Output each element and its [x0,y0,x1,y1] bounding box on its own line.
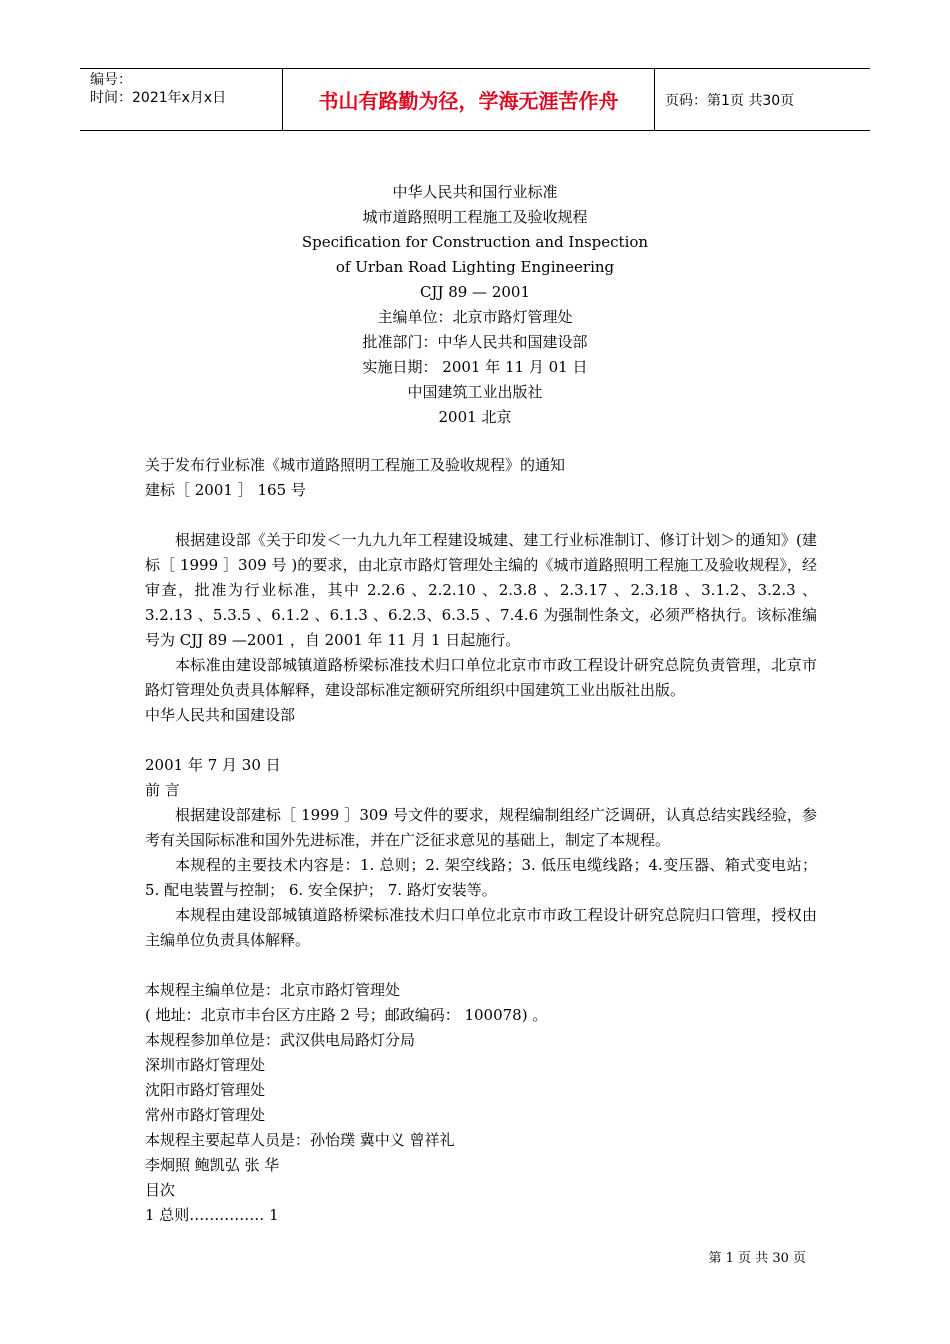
notice-date: 2001 年 7 月 30 日 [145,756,281,774]
standard-code: CJJ 89 — 2001 [419,283,531,301]
chief-editor-unit: 主编单位：北京市路灯管理处 [377,308,573,326]
participating-unit: 深圳市路灯管理处 [145,1056,266,1074]
time-label: 时间：2021年x月x日 [90,90,227,106]
title-en-1: Specification for Construction and Inspection [301,233,649,251]
notice-code: 建标［ 2001 ］ 165 号 [145,481,306,499]
drafters-continued: 李炯照 鲍凯弘 张 华 [145,1156,280,1174]
page-header [80,68,870,131]
preface-paragraph-2: 本规程的主要技术内容是：1. 总则；2. 架空线路；3. 低压电缆线路；4.变压器、箱式变电站； 5. 配电装置与控制； 6. 安全保护； 7. 路灯安装等。 [145,856,817,899]
participating-unit: 沈阳市路灯管理处 [145,1081,266,1099]
approval-dept: 批准部门：中华人民共和国建设部 [362,333,588,351]
participating-units: 本规程参加单位是：武汉供电局路灯分局 [145,1031,416,1049]
number-label: 编号： [90,72,132,88]
preface-paragraph-1: 根据建设部建标［ 1999 ］309 号文件的要求，规程编制组经广泛调研，认真总结实践经验，参考有关国际标准和国外先进标准，并在广泛征求意见的基础上，制定了本规程。 [145,806,817,849]
title-en-2: of Urban Road Lighting Engineering [335,258,615,276]
participating-unit: 常州市路灯管理处 [145,1106,266,1124]
publish-place-year: 2001 北京 [438,408,512,426]
publisher: 中国建筑工业出版社 [407,383,543,401]
notice-paragraph-1: 根据建设部《关于印发＜一九九九年工程建设城建、建工行业标准制订、修订计划＞的通知》(建标［ 1999 ］309 号 )的要求，由北京市路灯管理处主编的《城市道路照明工程施工及验收规程》，经审查，批准为行业标准，其中 2.2.6 、2.2.10 、2.3.8 、2.3.17 、2.3.18 、3.1.2、3.2.3 、3.2.13 、5.3.5 、6.1.2 、6.1.3 、6.2.3、6.3.5 、7.4.6 为强制性条文，必须严格执行。该标准编号为 CJJ 89 —2001 ，自 2001 年 11 月 1 日起施行。 [145,531,817,649]
header-meta-cell [80,69,282,130]
notice-paragraph-2: 本标准由建设部城镇道路桥梁标准技术归口单位北京市市政工程设计研究总院负责管理，北京市路灯管理处负责具体解释，建设部标准定额研究所组织中国建筑工业出版社出版。 [145,656,817,699]
title-cn: 城市道路照明工程施工及验收规程 [362,208,588,226]
motto: 书山有路勤为径，学海无涯苦作舟 [282,69,655,130]
preface-heading: 前 言 [145,781,180,799]
toc-heading: 目次 [145,1181,176,1199]
document-body [145,453,817,1228]
page-footer: 第 1 页 共 30 页 [708,1251,806,1266]
chief-unit-address: ( 地址：北京市丰台区方庄路 2 号；邮政编码： 100078) 。 [145,1006,548,1024]
title-standard: 中华人民共和国行业标准 [392,183,558,201]
header-page-label: 页码：第1页 共30页 [665,92,795,109]
title-block [0,180,950,430]
notice-issuer: 中华人民共和国建设部 [145,706,296,724]
notice-title: 关于发布行业标准《城市道路照明工程施工及验收规程》的通知 [145,456,566,474]
drafters: 本规程主要起草人员是：孙怡璞 冀中义 曾祥礼 [145,1131,455,1149]
effective-date: 实施日期： 2001 年 11 月 01 日 [362,358,588,376]
toc-item[interactable]: 1 总则…………… 1 [145,1206,279,1224]
chief-unit: 本规程主编单位是：北京市路灯管理处 [145,981,401,999]
preface-paragraph-3: 本规程由建设部城镇道路桥梁标准技术归口单位北京市市政工程设计研究总院归口管理，授权由主编单位负责具体解释。 [145,906,817,949]
